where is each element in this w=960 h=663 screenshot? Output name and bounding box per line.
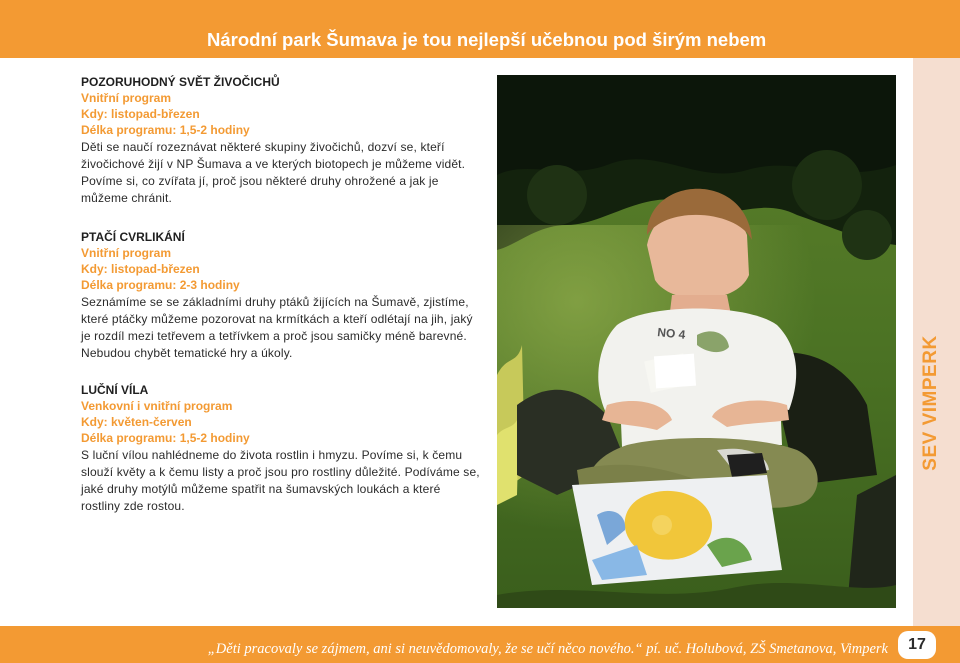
- program-title: LUČNÍ VÍLA: [81, 383, 149, 397]
- program-title: POZORUHODNÝ SVĚT ŽIVOČICHŮ: [81, 75, 280, 89]
- tshirt-text: NO 4: [656, 325, 687, 342]
- boy-with-cards-photo: [497, 75, 896, 608]
- program-title: PTAČÍ CVRLIKÁNÍ: [81, 230, 185, 244]
- program-section: [81, 382, 481, 515]
- program-length: Délka programu: 2-3 hodiny: [81, 278, 240, 292]
- page-number: 17: [908, 636, 926, 653]
- page-title: Národní park Šumava je tou nejlepší učebnou pod širým nebem: [207, 29, 767, 50]
- program-section: [81, 74, 481, 207]
- program-list: [81, 74, 481, 533]
- program-length: Délka programu: 1,5-2 hodiny: [81, 123, 250, 137]
- program-type: Vnitřní program: [81, 246, 172, 260]
- program-when: Kdy: listopad-březen: [81, 262, 200, 276]
- program-type: Venkovní i vnitřní program: [81, 399, 233, 413]
- program-section: [81, 229, 481, 362]
- footer-quote: „Děti pracovaly se zájmem, ani si neuvědomovaly, že se učí něco nového.“ pí. uč. Holubová, ZŠ Smetanova, Vimperk: [207, 641, 888, 657]
- program-length: Délka programu: 1,5-2 hodiny: [81, 431, 250, 445]
- program-when: Kdy: listopad-březen: [81, 107, 200, 121]
- program-description: Děti se naučí rozeznávat některé skupiny živočichů, dozví se, kteří živočichové žijí v NP Šumava a ve kterých biotopech je můžeme vidět. Povíme si, co zvířata jí, proč jsou některé druhy ohrožené a jak je můžeme chránit.: [81, 140, 466, 205]
- program-description: S luční vílou nahlédneme do života rostlin i hmyzu. Povíme si, k čemu slouží květy a k čemu listy a proč jsou pro rostliny důležité. Podíváme se, jaké druhy motýlů můžeme spatřit na šumavských loukách a které rostliny zde rostou.: [81, 448, 480, 513]
- program-when: Kdy: květen-červen: [81, 415, 192, 429]
- program-description: Seznámíme se se základními druhy ptáků žijících na Šumavě, zjistíme, které ptáčky můžeme pozorovat na krmítkách a kteří odlétají na jih, jaký je rozdíl mezi tetřevem a tetřívkem a proč jsou samičky méně barevné. Nebudou chybět tematické hry a úkoly.: [81, 295, 473, 360]
- sidebar-label: SEV VIMPERK: [920, 335, 941, 471]
- program-type: Vnitřní program: [81, 91, 172, 105]
